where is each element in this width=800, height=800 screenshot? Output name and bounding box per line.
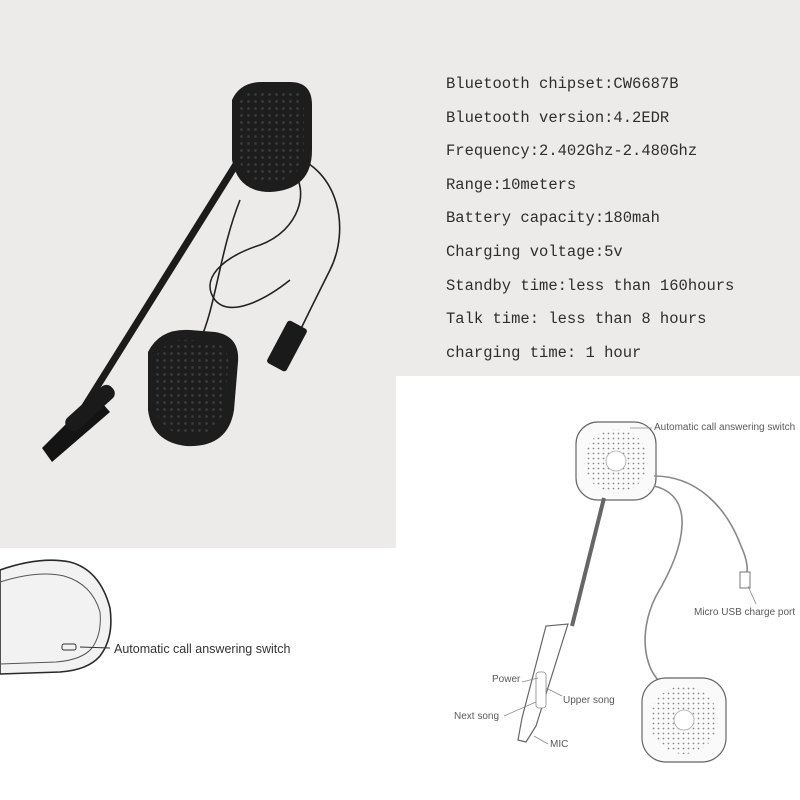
diagram-next-song-label: Next song	[454, 711, 500, 722]
spec-charging-time: charging time: 1 hour	[446, 343, 642, 362]
diagram-auto-answer-label: Automatic call answering switch	[654, 422, 796, 433]
spec-charging-voltage: Charging voltage:5v	[446, 242, 623, 261]
spec-standby: Standby time:less than 160hours	[446, 276, 735, 295]
spec-list	[446, 72, 734, 374]
spec-talk: Talk time: less than 8 hours	[446, 310, 707, 329]
headset-diagram	[396, 376, 800, 800]
speaker-closeup	[0, 548, 396, 800]
diagram-upper-song-label: Upper song	[563, 695, 615, 706]
closeup-panel	[0, 548, 396, 800]
spec-battery: Battery capacity:180mah	[446, 209, 660, 228]
closeup-auto-answer-label: Automatic call answering switch	[114, 642, 291, 656]
spec-range: Range:10meters	[446, 175, 577, 194]
diagram-mic-label: MIC	[550, 739, 569, 750]
spec-chipset: Bluetooth chipset:CW6687B	[446, 75, 679, 93]
diagram-panel	[396, 376, 800, 800]
spec-frequency: Frequency:2.402Ghz-2.480Ghz	[446, 142, 698, 161]
headset-photo	[0, 0, 420, 548]
diagram-usb-port-label: Micro USB charge port	[694, 607, 796, 618]
diagram-power-label: Power	[492, 674, 521, 685]
spec-version: Bluetooth version:4.2EDR	[446, 108, 670, 127]
